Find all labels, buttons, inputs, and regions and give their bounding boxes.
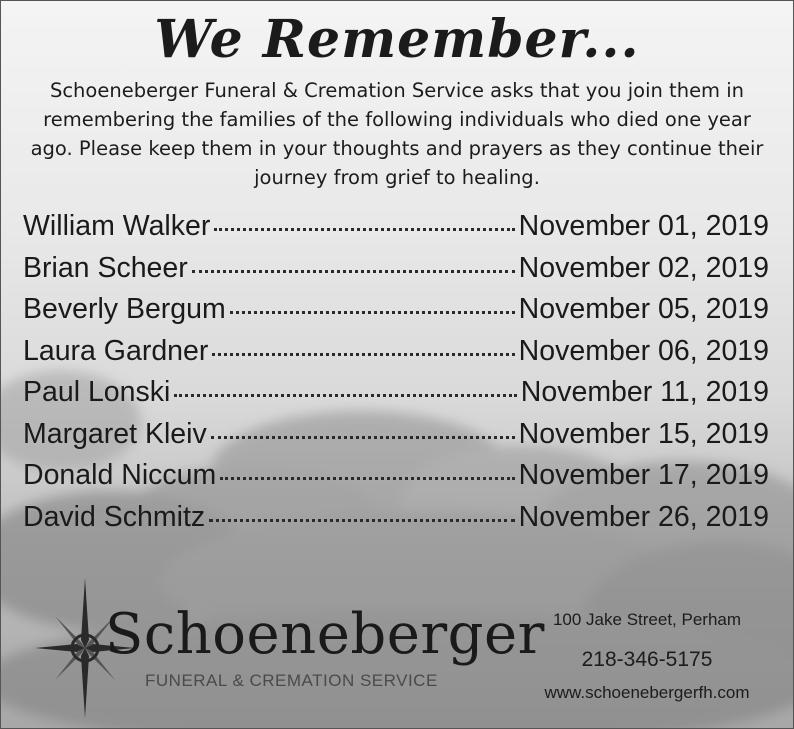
dot-leader	[212, 353, 514, 356]
deceased-name: Laura Gardner	[23, 334, 209, 367]
brand-logo-text: Schoeneberger	[105, 602, 545, 667]
dot-leader	[192, 270, 515, 273]
list-item	[23, 335, 769, 377]
deceased-name: William Walker	[23, 210, 211, 242]
date-of-death: November 15, 2019	[518, 417, 769, 450]
headline: We Remember...	[154, 9, 640, 70]
footer	[1, 566, 793, 726]
deceased-name: Donald Niccum	[23, 459, 217, 491]
brand-tagline: FUNERAL & CREMATION SERVICE	[145, 671, 438, 690]
list-item	[23, 376, 769, 418]
date-of-death: November 26, 2019	[518, 500, 769, 533]
list-item	[23, 210, 769, 252]
dot-leader	[174, 394, 516, 397]
deceased-name: Beverly Bergum	[23, 293, 226, 325]
list-item	[23, 252, 769, 294]
date-of-death: November 17, 2019	[518, 459, 769, 491]
remembrance-list	[23, 210, 769, 542]
list-item	[23, 501, 769, 543]
address: 100 Jake Street, Perham	[552, 610, 742, 629]
list-item	[23, 418, 769, 460]
intro-paragraph: Schoeneberger Funeral & Cremation Service asks that you join them in remembering the families of the following individuals who died one year ago. Please keep them in your thoughts and prayers as they continue their journey from grief to healing.	[30, 79, 764, 189]
list-item	[23, 293, 769, 335]
dot-leader	[214, 228, 514, 231]
list-item	[23, 459, 769, 501]
dot-leader	[230, 311, 515, 314]
deceased-name: Paul Lonski	[23, 376, 171, 408]
date-of-death: November 06, 2019	[518, 334, 769, 367]
dot-leader	[209, 519, 515, 522]
date-of-death: November 05, 2019	[518, 293, 769, 325]
dot-leader	[220, 477, 514, 480]
deceased-name: Margaret Kleiv	[23, 417, 207, 450]
date-of-death: November 11, 2019	[520, 376, 769, 408]
date-of-death: November 01, 2019	[518, 210, 769, 242]
phone-number: 218-346-5175	[581, 648, 713, 671]
date-of-death: November 02, 2019	[518, 251, 769, 284]
deceased-name: David Schmitz	[23, 500, 206, 533]
website-url: www.schoenebergerfh.com	[544, 683, 750, 702]
deceased-name: Brian Scheer	[23, 251, 188, 284]
dot-leader	[211, 436, 515, 439]
